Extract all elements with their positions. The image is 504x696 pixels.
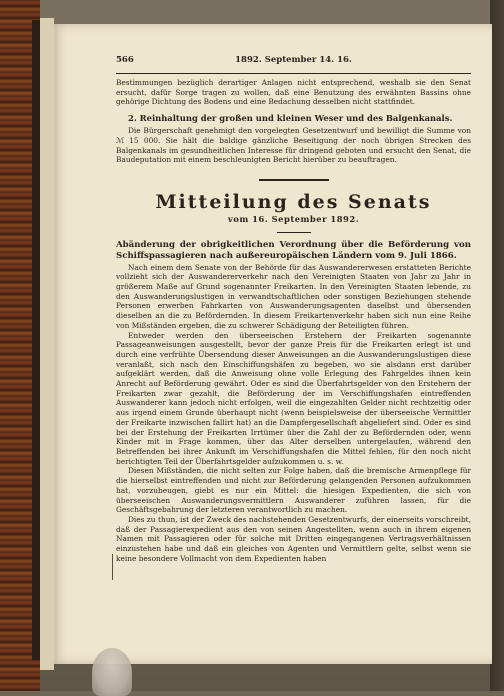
header-rule <box>116 73 471 74</box>
section-divider <box>259 179 329 181</box>
scan-right-border <box>490 0 504 691</box>
article-paragraph-2: Entweder werden den überseeischen Erstehern der Freikarten sogenannte Passageanweisungen ausgestellt, bevor der ganze Preis für die Freikarten erlegt ist und durch eine verfrühte Übersendung dieser Anweisungen an die Auswanderungslustigen diese veranlaßt, sich nach den Einschiffungshäfen zu begeben, wo sie alsdann erst darüber aufgeklärt werden, daß die Anweisung ohne volle Erlegung des Fahrgeldes ihnen kein Anrecht auf Beförderung gewährt. Oder es sind die Überfahrtsgelder von den Erstehern der Freikarten zwar gezahlt, die Beförderung der im Verschiffungshafen eintreffenden Auswanderer kann jedoch nicht erfolgen, weil die eingezahlten Gelder nicht rechtzeitig oder aus irgend einem Grunde überhaupt nicht (wenn beispielsweise der überseeische Vermittler der Freikarte inzwischen fallirt hat) an die Dampfergesellschaft abgeliefert sind. Oder es sind bei der Erstehung der Freikarten Irrtümer über die Zahl der zu Befördernden oder, wenn Kinder mit in Frage kommen, über das Alter derselben untergelaufen, während den Betreffenden bei ihrer Ankunft im Verschiffungshafen die Mittel fehlen, für den noch nicht berichtigten Teil der Überfahrtsgelder aufzukommen u. s. w. <box>116 330 471 466</box>
article-paragraph-1: Nach einem dem Senate von der Behörde für das Auswandererwesen erstatteten Berichte vollzieht sich der Auswandererverkehr nach den Vereinigten Staaten von Jahr zu Jahr in größerem Maße auf Grund sogenannter Freikarten. In den Vereinigten Staaten lebende, zu den Auswanderungslustigen in verwandtschaftlichen oder sonstigen Beziehungen stehende Personen erwerben Fahrkarten von Auswanderungsagenten daselbst und übersenden dieselben an die zu Befördernden. In diesem Freikartenverkehr haben sich nun eine Reihe von Mißständen ergeben, die zu schwerer Schädigung der Beteiligten führen. <box>116 262 471 330</box>
mitteilung-title: Mitteilung des Senats <box>155 190 432 213</box>
margin-pencil-mark <box>112 554 115 580</box>
mitteilung-date: vom 16. September 1892. <box>227 213 360 224</box>
scanner-thumb <box>92 648 132 696</box>
article-paragraph-4: Dies zu thun, ist der Zweck des nachstehenden Gesetzentwurfs, der einerseits vorschreibt, daß der Passagierexpedient aus den von seinen Angestellten, wenn auch in ihrem eigenen Namen mit Passagieren oder für solche mit Dritten eingegangenen Vertragsverhältnissen einzustehen habe und daß ein gleiches von Agenten und Vermittlern gelte, selbst wenn sie keine besondere Vollmacht von dem Expedienten haben <box>116 514 471 563</box>
intro-paragraph: Bestimmungen bezüglich derartiger Anlagen nicht entsprechend, weshalb sie den Senat ersucht, dafür Sorge tragen zu wollen, daß eine Benutzung des erwähnten Bassins ohne gehörige Dichtung des Bodens und eine Bedachung desselben nicht stattfindet. <box>116 78 471 107</box>
section-2-body: Die Bürgerschaft genehmigt den vorgelegten Gesetzentwurf und bewilligt die Summe von ℳ 15 000. Sie hält die baldige gänzliche Beseitigung der noch übrigen Strecken des Balgenkanals im gesundheitlichen Interesse für dringend geboten und ersucht den Senat, die Baudeputation mit einem beschleunigten Bericht hierüber zu beauftragen. <box>116 126 471 165</box>
page-number: 566 <box>116 55 134 65</box>
title-divider <box>277 232 311 233</box>
page-stack-edge <box>40 18 54 670</box>
page-content <box>116 56 471 563</box>
page-header <box>116 56 471 70</box>
article-paragraph-3: Diesen Mißständen, die nicht selten zur Folge haben, daß die bremische Armenpflege für die hierselbst eintreffenden und nicht zur Beförderung gelangenden Personen aufzukommen hat, vorzubeugen, giebt es nur ein Mittel: die hiesigen Expedienten, die sich von überseeischen Auswanderungsvermittlern Auswanderer zuführen lassen, für die Geschäftsgebahrung der letzteren verantwortlich zu machen. <box>116 466 471 515</box>
section-2-title: 2. Reinhaltung der großen und kleinen Weser und des Balgenkanals. <box>128 113 453 124</box>
running-head: 1892. September 14. 16. <box>235 55 352 65</box>
article-heading: Abänderung der obrigkeitlichen Verordnung über die Beförderung von Schiffspassagieren nach außereuropäischen Ländern vom 9. Juli 1866. <box>116 239 471 261</box>
